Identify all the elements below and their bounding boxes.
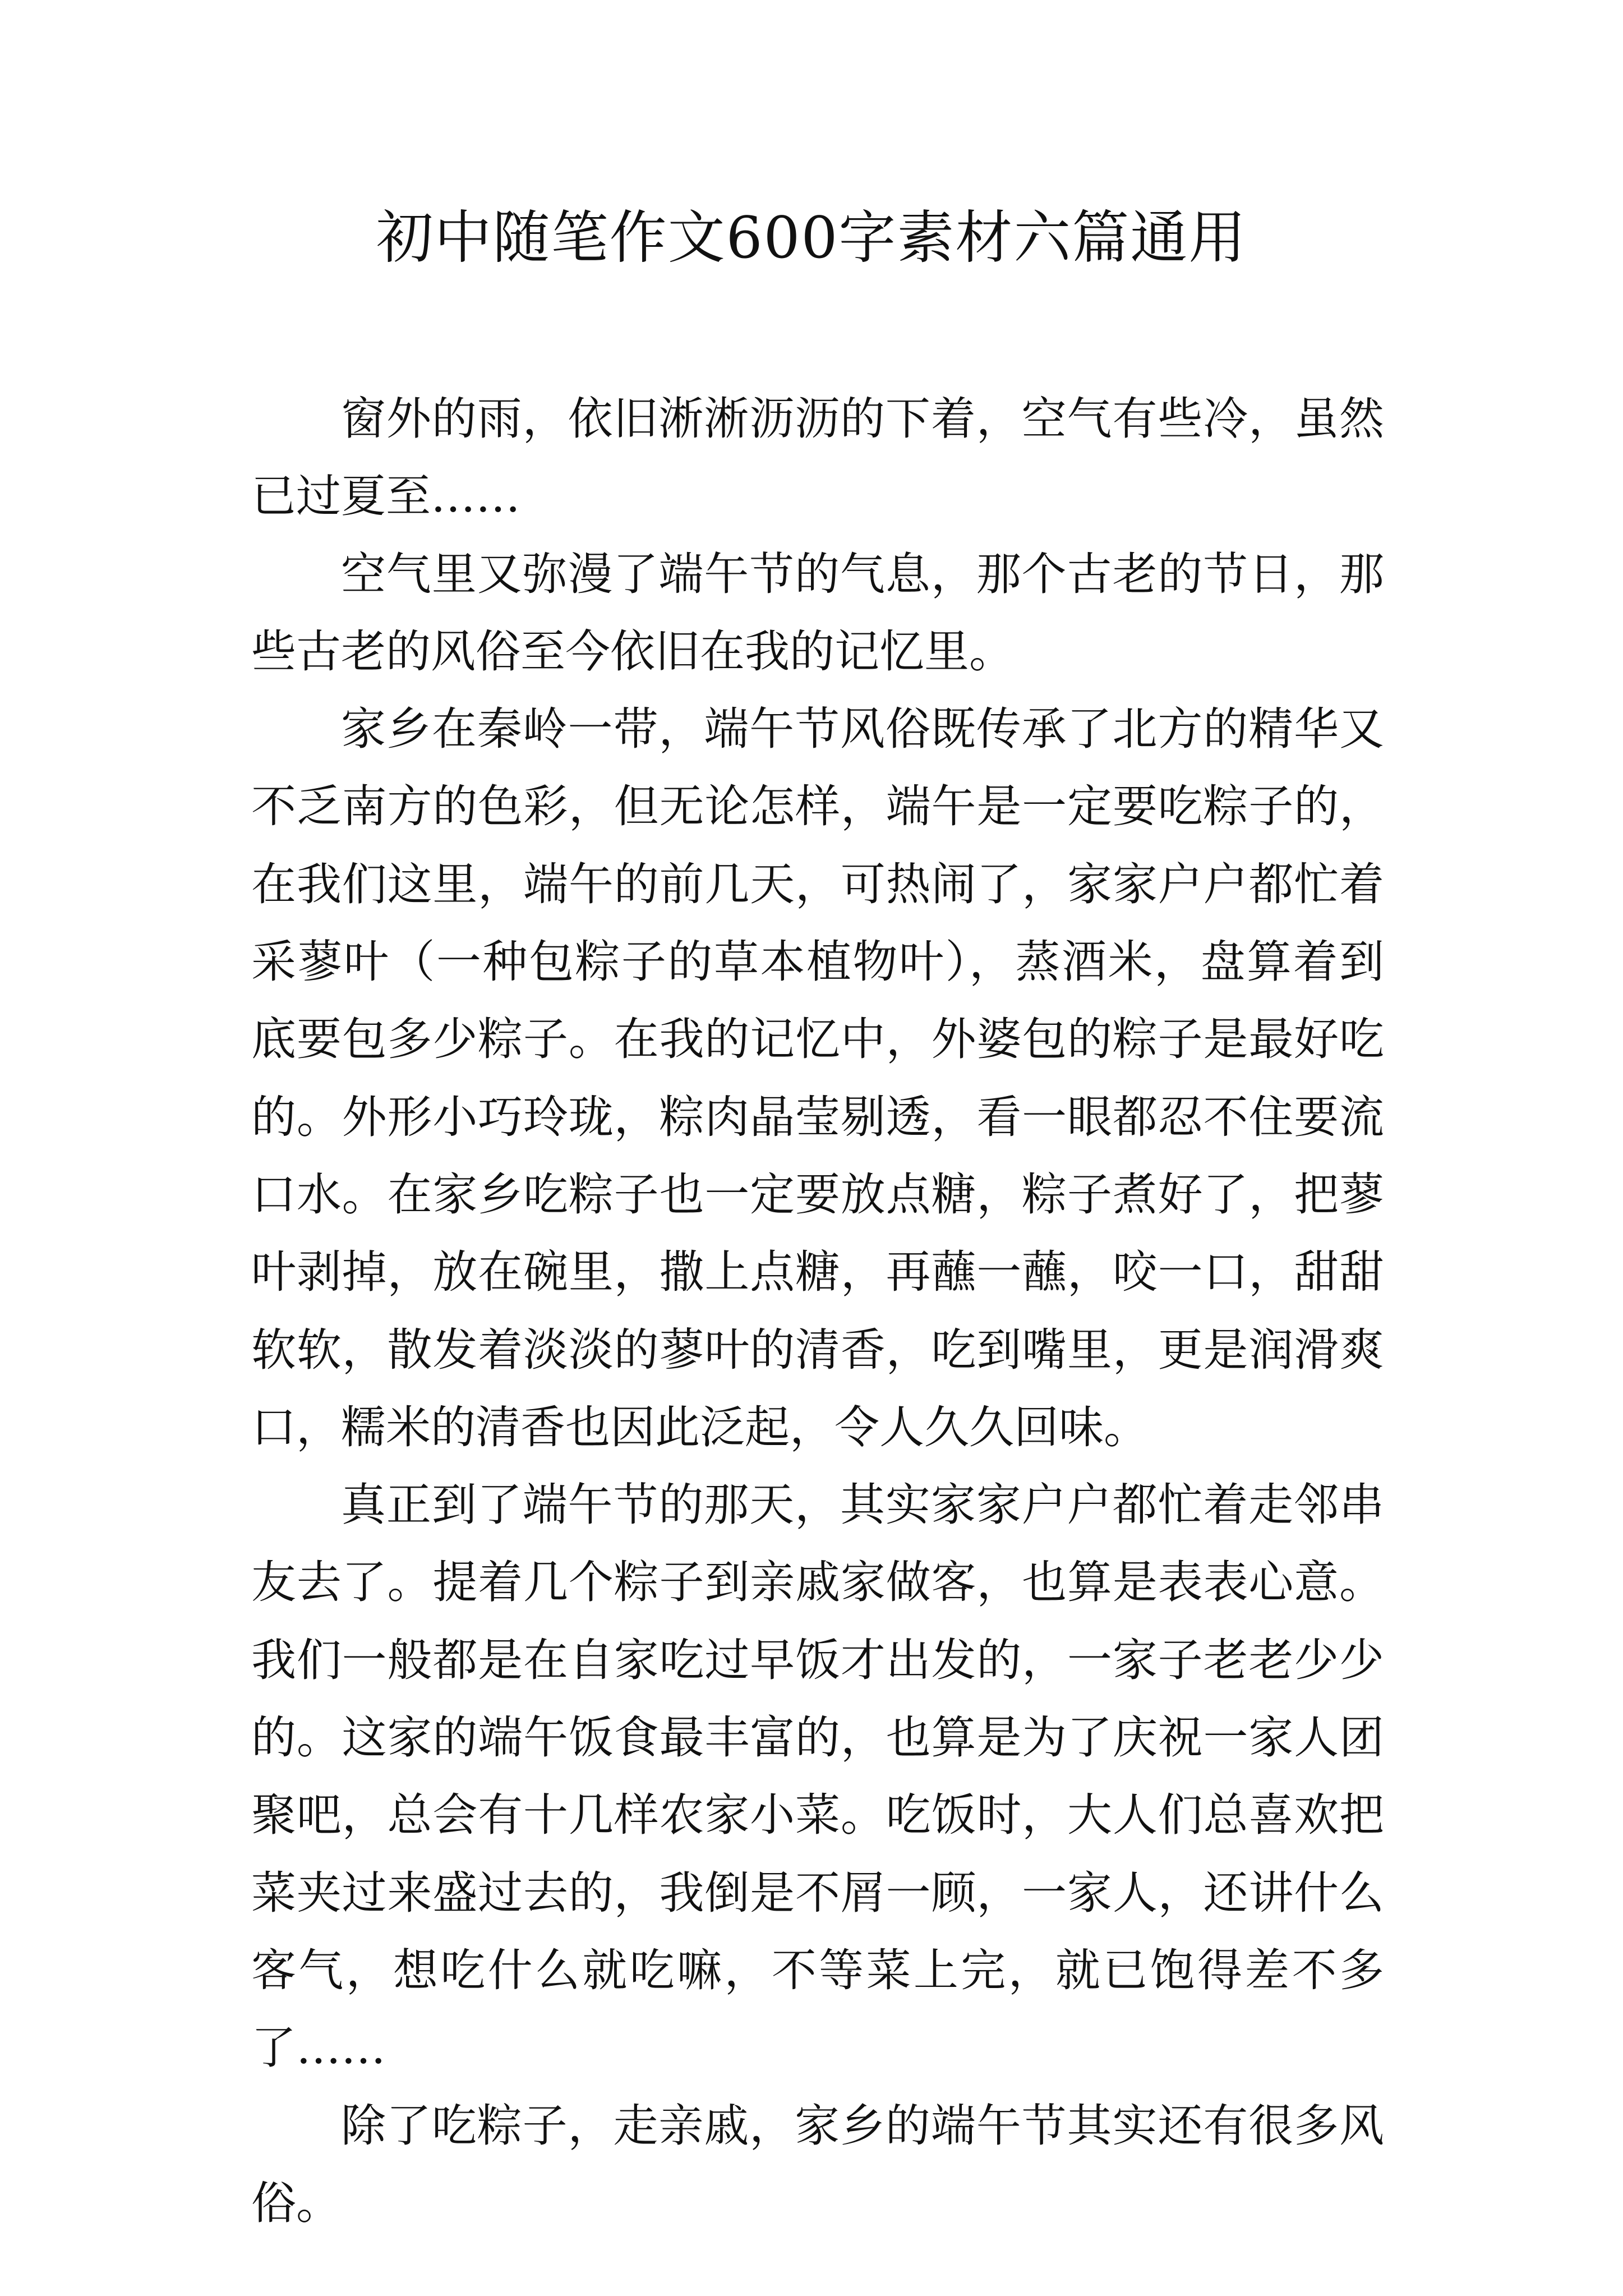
paragraph: 空气里又弥漫了端午节的气息，那个古老的节日，那些古老的风俗至今依旧在我的记忆里。: [251, 547, 1384, 678]
paragraph: 家乡在秦岭一带，端午节风俗既传承了北方的精华又不乏南方的色彩，但无论怎样，端午是一定要吃粽子的，在我们这里，端午的前几天，可热闹了，家家户户都忙着采蓼叶（一种包粽子的草本植物叶），蒸酒米，盘算着到底要包多少粽子。在我的记忆中，外婆包的粽子是最好吃的。外形小巧玲珑，粽肉晶莹剔透，看一眼都忍不住要流口水。在家乡吃粽子也一定要放点糖，粽子煮好了，把蓼叶剥掉，放在碗里，撒上点糖，再蘸一蘸，咬一口，甜甜软软，散发着淡淡的蓼叶的清香，吃到嘴里，更是润滑爽口，糯米的清香也因此泛起，令人久久回味。: [251, 703, 1384, 1453]
paragraph: 除了吃粽子，走亲戚，家乡的端午节其实还有很多风俗。: [251, 2099, 1384, 2229]
paragraph: 窗外的雨，依旧淅淅沥沥的下着，空气有些冷，虽然已过夏至……: [251, 393, 1384, 523]
paragraph: 真正到了端午节的那天，其实家家户户都忙着走邻串友去了。提着几个粽子到亲戚家做客，也算是表表心意。我们一般都是在自家吃过早饭才出发的，一家子老老少少的。这家的端午饭食最丰富的，也算是为了庆祝一家人团聚吧，总会有十几样农家小菜。吃饭时，大人们总喜欢把菜夹过来盛过去的，我倒是不屑一顾，一家人，还讲什么客气，想吃什么就吃嘛，不等菜上完，就已饱得差不多了……: [251, 1479, 1384, 2074]
document-body: [251, 380, 1384, 2242]
document-title: 初中随笔作文600字素材六篇通用: [376, 205, 1247, 272]
